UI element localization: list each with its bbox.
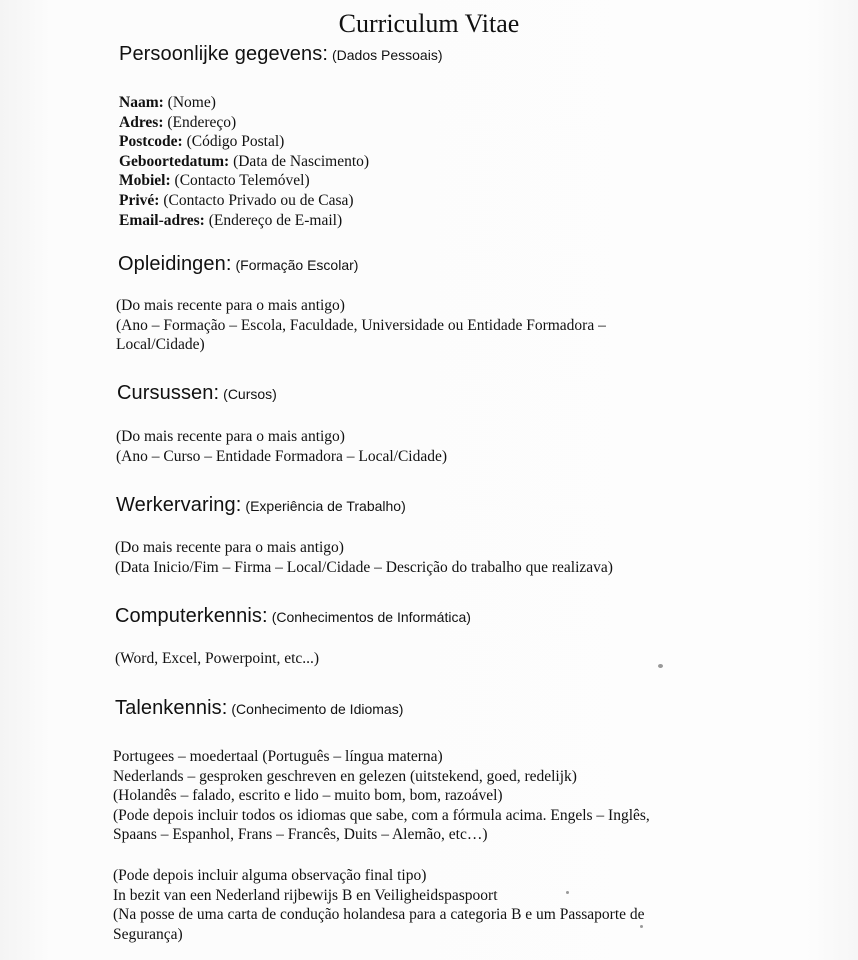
text-line: (Na posse de uma carta de condução holandesa para a categoria B e um Passaporte de	[113, 906, 645, 924]
section-heading-personal	[119, 43, 443, 66]
field-row	[119, 132, 369, 152]
heading-nl: Computerkennis:	[115, 605, 268, 627]
text-line: (Do mais recente para o mais antigo)	[116, 297, 345, 314]
text-line: Nederlands – gesproken geschreven en gelezen (uitstekend, goed, redelijk)	[113, 767, 577, 785]
field-value: (Contacto Telemóvel)	[170, 172, 310, 190]
heading-nl: Cursussen:	[117, 382, 220, 404]
section-heading-languages	[115, 697, 403, 720]
document-title: Curriculum Vitae	[338, 9, 520, 38]
text-line: (Do mais recente para o mais antigo)	[116, 428, 345, 445]
field-label: Naam:	[119, 94, 164, 111]
field-row	[119, 113, 369, 133]
computer-text	[115, 649, 319, 669]
heading-pt: (Conhecimentos de Informática)	[271, 609, 471, 625]
heading-pt: (Dados Pessoais)	[332, 47, 443, 63]
section-heading-courses	[117, 382, 277, 405]
section-heading-education	[118, 253, 358, 276]
text-line: Portugees – moedertaal (Português – língua materna)	[113, 748, 443, 765]
field-row	[119, 171, 369, 191]
text-line: Spaans – Espanhol, Frans – Francês, Duits – Alemão, etc…)	[113, 826, 488, 844]
text-line: (Holandês – falado, escrito e lido – muito bom, bom, razoável)	[113, 787, 503, 805]
text-line: (Ano – Curso – Entidade Formadora – Local/Cidade)	[116, 447, 448, 465]
field-label: Geboortedatum:	[119, 152, 230, 170]
text-line: (Pode depois incluir alguma observação final tipo)	[113, 867, 427, 884]
heading-pt: (Experiência de Trabalho)	[245, 498, 406, 514]
field-value: (Data de Nascimento)	[229, 152, 370, 170]
courses-text	[116, 427, 447, 466]
work-text	[115, 538, 613, 577]
field-value: (Endereço)	[163, 113, 237, 131]
field-row	[119, 211, 369, 231]
field-label: Privé:	[119, 191, 160, 209]
field-value: (Contacto Privado ou de Casa)	[159, 191, 354, 209]
field-label: Postcode:	[119, 133, 183, 151]
field-row	[119, 93, 369, 113]
text-line: (Pode depois incluir todos os idiomas que sabe, com a fórmula acima. Engels – Inglês,	[113, 806, 650, 824]
heading-nl: Persoonlijke gegevens:	[119, 43, 328, 65]
text-line: (Word, Excel, Powerpoint, etc...)	[115, 650, 320, 667]
text-line: (Data Inicio/Fim – Firma – Local/Cidade – Descrição do trabalho que realizava)	[115, 558, 613, 576]
text-line: Segurança)	[113, 925, 183, 943]
heading-nl: Talenkennis:	[115, 697, 228, 719]
text-line: Local/Cidade)	[116, 336, 205, 354]
field-label: Mobiel:	[119, 172, 171, 190]
field-value: (Nome)	[163, 94, 216, 111]
heading-pt: (Conhecimento de Idiomas)	[231, 701, 404, 717]
section-heading-computer	[115, 605, 471, 628]
scan-speck	[566, 891, 569, 894]
field-row	[119, 152, 369, 172]
final-notes-text	[113, 866, 645, 944]
personal-fields	[119, 93, 369, 230]
scan-speck	[640, 925, 643, 928]
text-line: (Do mais recente para o mais antigo)	[115, 539, 344, 556]
field-label: Email-adres:	[119, 211, 205, 229]
field-value: (Código Postal)	[182, 133, 285, 151]
languages-text	[113, 747, 650, 845]
heading-pt: (Formação Escolar)	[235, 257, 359, 273]
text-line: In bezit van een Nederland rijbewijs B en Veiligheidspaspoort	[113, 886, 498, 904]
text-line: (Ano – Formação – Escola, Faculdade, Universidade ou Entidade Formadora –	[116, 316, 606, 334]
education-text	[116, 296, 606, 355]
heading-pt: (Cursos)	[223, 386, 277, 402]
field-row	[119, 191, 369, 211]
heading-nl: Opleidingen:	[118, 253, 232, 275]
field-label: Adres:	[119, 113, 164, 131]
scan-speck	[658, 664, 663, 668]
field-value: (Endereço de E-mail)	[204, 211, 343, 229]
heading-nl: Werkervaring:	[116, 494, 242, 516]
section-heading-work	[116, 494, 406, 517]
